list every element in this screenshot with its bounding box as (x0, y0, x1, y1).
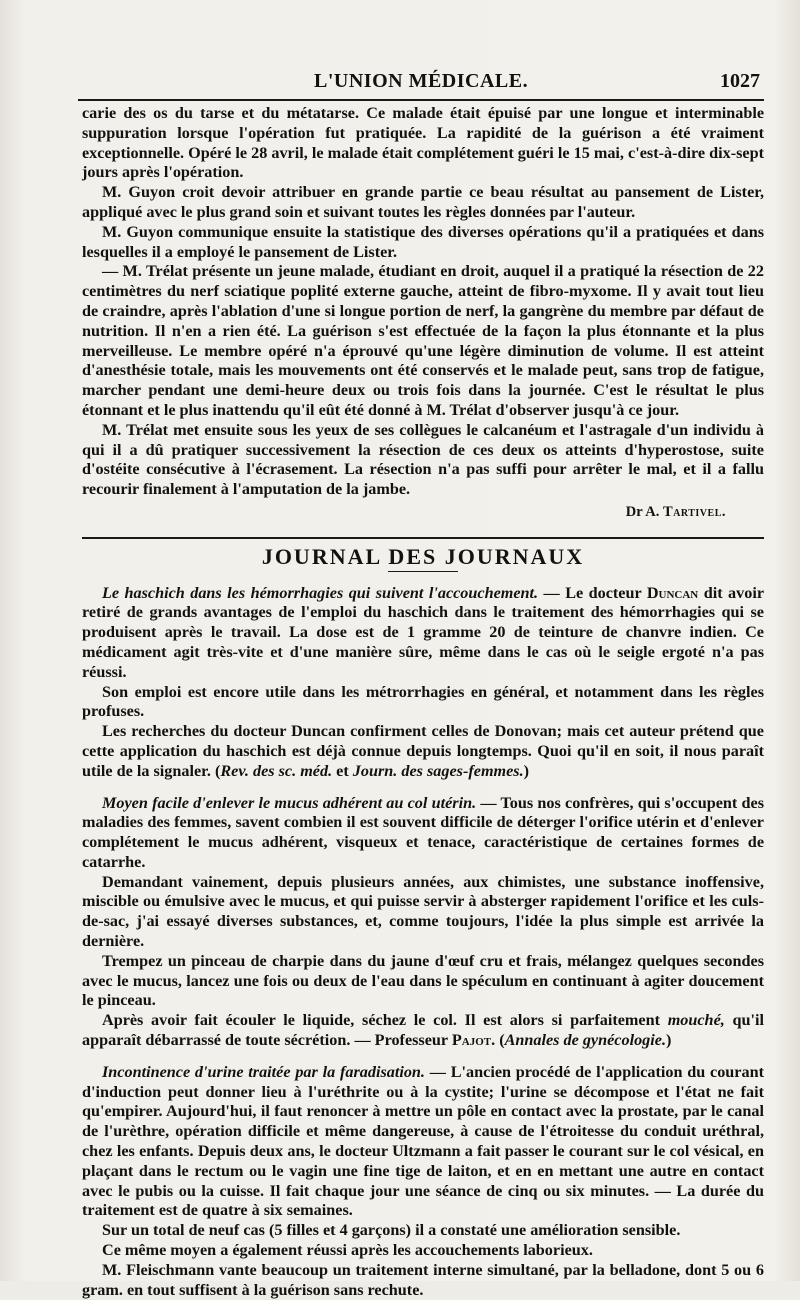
reference-rev-sc-med: Rev. des sc. méd. (220, 761, 333, 780)
paragraph-text: Après avoir fait écouler le liquide, séchez le col. Il est alors si parfaitement (102, 1011, 668, 1030)
paragraph-metrorrhagies: Son emploi est encore utile dans les métrorrhagies en général, et notamment dans les règles profuses. (82, 682, 764, 721)
paragraph-text: . ( (491, 1031, 505, 1050)
author-signature (82, 503, 764, 523)
article-title-haschich: Le haschich dans les hémorrhagies qui suivent l'accouchement. (102, 583, 539, 602)
page-number: 1027 (720, 70, 760, 92)
paragraph-text: et (332, 761, 353, 780)
article-haschich (82, 584, 764, 683)
section-title-underline (388, 571, 458, 572)
article-title-mucus: Moyen facile d'enlever le mucus adhérent au col utérin. (102, 793, 477, 812)
section-title: JOURNAL DES JOURNAUX (261, 543, 585, 569)
paragraph-neuf-cas: Sur un total de neuf cas (5 filles et 4 garçons) il a constaté une amélioration sensible. (102, 1221, 681, 1240)
paragraph-trelat-resection: — M. Trélat présente un jeune malade, étudiant en droit, auquel il a pratiqué la résection de 22 centimètres du nerf sciatique poplité externe gauche, atteint de fibro-myxome. Il y avait tout lieu de craindre, après l'ablation d'une si longue portion de nerf, la gangrène du membre par défaut de nutrition. Il n'en a rien été. La guérison s'est effectuée de la façon la plus étonnante et la plus merveilleuse. Le membre opéré n'a éprouvé qu'une légère diminution de volume. Il est atteint d'anesthésie totale, mais les mouvements ont été conservés et le malade peut, sans trop de fatigue, marcher pendant une demi-heure deux ou trois fois dans la journée. C'est le résultat le plus étonnant et le plus inattendu qu'il eût été donné à M. Trélat d'observer jusqu'à ce jour. (82, 262, 764, 419)
paragraph-text: ) (523, 761, 530, 780)
paragraph-fleischmann: M. Fleischmann vante beaucoup un traitement interne simultané, par la belladone, dont 5 ou 6 gram. en tout suffisent à la guérison sans rechute. (82, 1260, 764, 1299)
reference-journ-sages-femmes: Journ. des sages-femmes. (352, 761, 524, 780)
body-text (82, 104, 764, 1300)
paragraph-guyon-statistics: M. Guyon communique ensuite la statistique des diverses opérations qu'il a pratiquées et dans lesquelles il a employé le pansement de Lister. (82, 222, 764, 261)
author-name-pajot: Pajot (451, 1031, 492, 1050)
paragraph-text: Les recherches du docteur Duncan confirment celles de Donovan; mais cet auteur prétend que cette application du haschich est déjà connue depuis longtemps. Quoi qu'il en soit, il nous paraît utile de la signaler. ( (82, 722, 764, 780)
paragraph-trelat-calcaneum: M. Trélat met ensuite sous les yeux de ses collègues le calcanéum et l'astragale d'un individu à qui il a dû pratiquer successivement la résection de ces deux os atteints d'hyperostose, suite d'ostéite consécutive à l'écrasement. La résection n'a pas suffi pour arrêter le mal, et il a fallu recourir finalement à l'amputation de la jambe. (82, 420, 764, 499)
article-title-incontinence: Incontinence d'urine traitée par la faradisation. (102, 1062, 425, 1081)
article-gap (82, 1051, 764, 1063)
article-mucus (82, 794, 764, 873)
paragraph-pajot (82, 1011, 764, 1051)
section-divider (82, 537, 764, 539)
paragraph-text: ) (666, 1031, 672, 1050)
article-body-mucus: — Tous nos confrères, qui s'occupent des maladies des femmes, savent combien il est souvent difficile de déterger l'orifice utérin et d'enlever complétement le mucus adhérent, visqueux et tenace, caractéristique de certaines formes de catarrhe. (82, 793, 764, 871)
paragraph-pinceau: Trempez un pinceau de charpie dans du jaune d'œuf cru et frais, mélangez quelques secondes avec le mucus, lancez une fois ou deux de l'eau dans le spéculum en continuant à agiter doucement le pinceau. (82, 951, 764, 1010)
page-header (84, 70, 760, 100)
paragraph-accouchements: Ce même moyen a également réussi après les accouchements laborieux. (102, 1241, 593, 1260)
paragraph-substance: Demandant vainement, depuis plusieurs années, aux chimistes, une substance inoffensive, miscible ou émulsive avec le mucus, et qui puisse servir à absterger rapidement l'orifice et les culs-de-sac, j'ai essayé diverses substances, et, comme toujours, l'idée la plus simple est arrivée la dernière. (82, 872, 764, 951)
article-body-incontinence: — L'ancien procédé de l'application du courant d'induction peut donner lieu à l'uréthrite ou à la cystite; l'urine se décompose et l'état ne fait qu'empirer. Aujourd'hui, il faut renoncer à mettre un pôle en contact avec la prostate, par le canal de l'urèthre, opération difficile et même dangereuse, à cause de l'étroitesse du conduit uréthral, chez les enfants. Depuis deux ans, le docteur Ultzmann a fait passer le courant sur le col vésical, en plaçant dans le rectum ou le vagin une fine tige de laiton, et en en mettant une autre en contact avec le pubis ou la cuisse. Il fait chaque jour une séance de cinq ou six minutes. — La durée du traitement est de quatre à six semaines. (82, 1062, 764, 1220)
paragraph-guyon-lister: M. Guyon croit devoir attribuer en grande partie ce beau résultat au pansement de Lister, appliqué avec le plus grand soin et suivant toutes les règles données par l'auteur. (82, 183, 764, 221)
article-incontinence (82, 1063, 764, 1221)
signature-prefix: Dr A. (625, 503, 660, 520)
article-body-haschich: dit avoir retiré de grands avantages de l'emploi du haschich dans le traitement des hémorrhagies qui se produisent après le travail. La dose est de 1 gramme 20 de teinture de chanvre indien. Ce médicament agit très-vite et d'une manière sûre, même dans le cas où le seigle ergoté n'a pas réussi. (82, 583, 764, 681)
paragraph-text: qu'il apparaît débarrassé de toute sécrétion. — Professeur (82, 1011, 764, 1050)
paragraph-duncan-donovan (82, 722, 764, 781)
signature-name: Tartivel. (662, 503, 726, 520)
emphasis-mouche: mouché, (667, 1011, 725, 1030)
running-title: L'UNION MÉDICALE. (314, 70, 529, 92)
author-name-duncan: Duncan (646, 583, 699, 602)
reference-annales-gynecologie: Annales de gynécologie. (504, 1031, 666, 1050)
header-rule (78, 99, 764, 101)
article-gap (82, 782, 764, 794)
paragraph-continuation: carie des os du tarse et du métatarse. Ce malade était épuisé par une longue et interminable suppuration lorsque l'opération fut pratiquée. La rapidité de la guérison a été vraiment exceptionnelle. Opéré le 28 avril, le malade était complétement guéri le 15 mai, c'est-à-dire dix-sept jours après l'opération. (82, 104, 764, 182)
article-dash: — Le docteur (538, 583, 647, 602)
